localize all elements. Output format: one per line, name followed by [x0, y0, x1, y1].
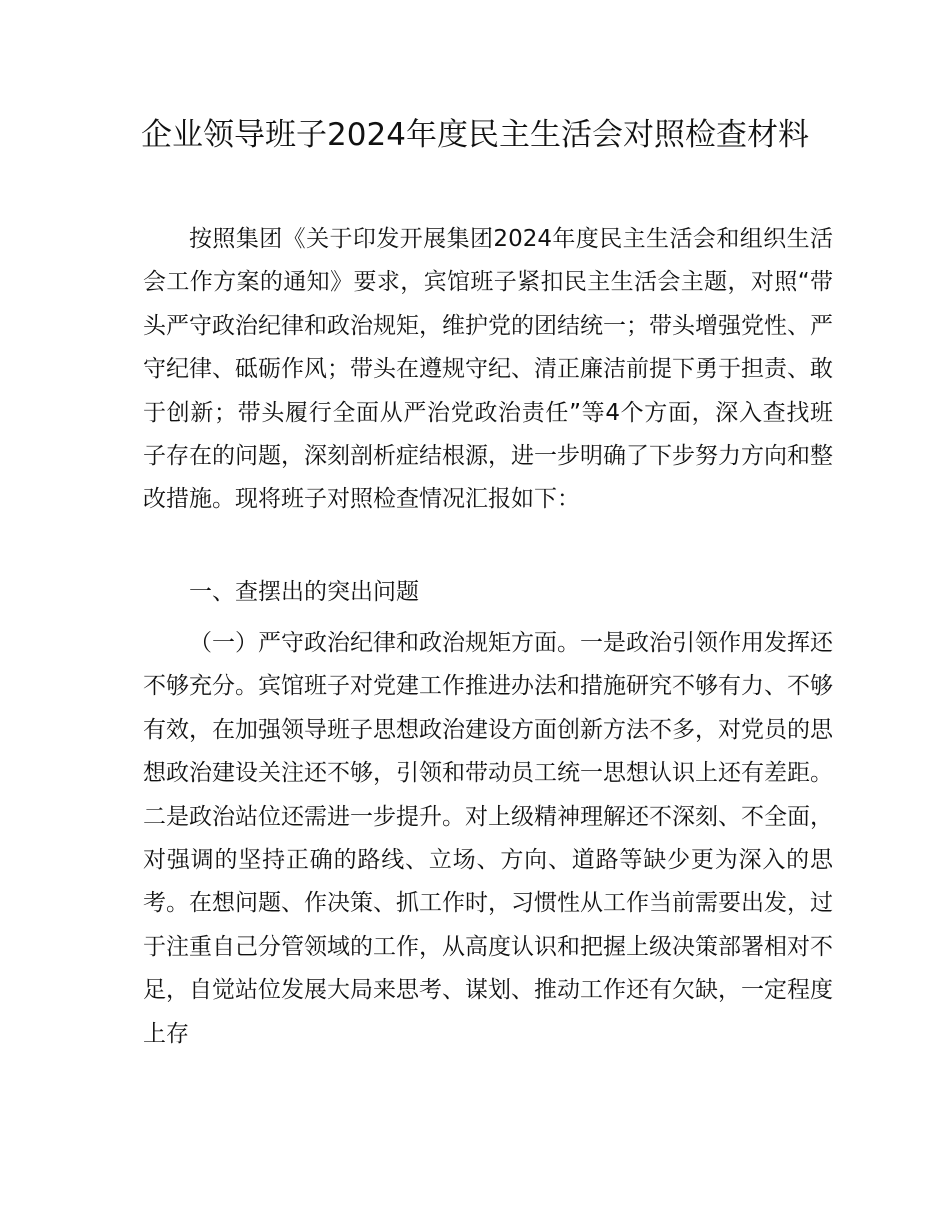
- document-title: 企业领导班子2024年度民主生活会对照检查材料: [141, 117, 809, 153]
- intro-paragraph: 按照集团《关于印发开展集团2024年度民主生活会和组织生活会工作方案的通知》要求，宾馆班子紧扣民主生活会主题，对照“带头严守政治纪律和政治规矩，维护党的团结统一；带头增强党性、严守纪律、砥砺作风；带头在遵规守纪、清正廉洁前提下勇于担责、敢于创新；带头履行全面从严治党政治责任”等4个方面，深入查找班子存在的问题，深刻剖析症结根源，进一步明确了下步努力方向和整改措施。现将班子对照检查情况汇报如下：: [143, 226, 833, 513]
- section-heading: 一、查摆出的突出问题: [189, 579, 419, 605]
- section1-paragraph: （一）严守政治纪律和政治规矩方面。一是政治引领作用发挥还不够充分。宾馆班子对党建工作推进办法和措施研究不够有力、不够有效，在加强领导班子思想政治建设方面创新方法不多，对党员的思想政治建设关注还不够，引领和带动员工统一思想认识上还有差距。二是政治站位还需进一步提升。对上级精神理解还不深刻、不全面，对强调的坚持正确的路线、立场、方向、道路等缺少更为深入的思考。在想问题、作决策、抓工作时，习惯性从工作当前需要出发，过于注重自己分管领域的工作，从高度认识和把握上级决策部署相对不足，自觉站位发展大局来思考、谋划、推动工作还有欠缺，一定程度上存: [143, 630, 833, 1047]
